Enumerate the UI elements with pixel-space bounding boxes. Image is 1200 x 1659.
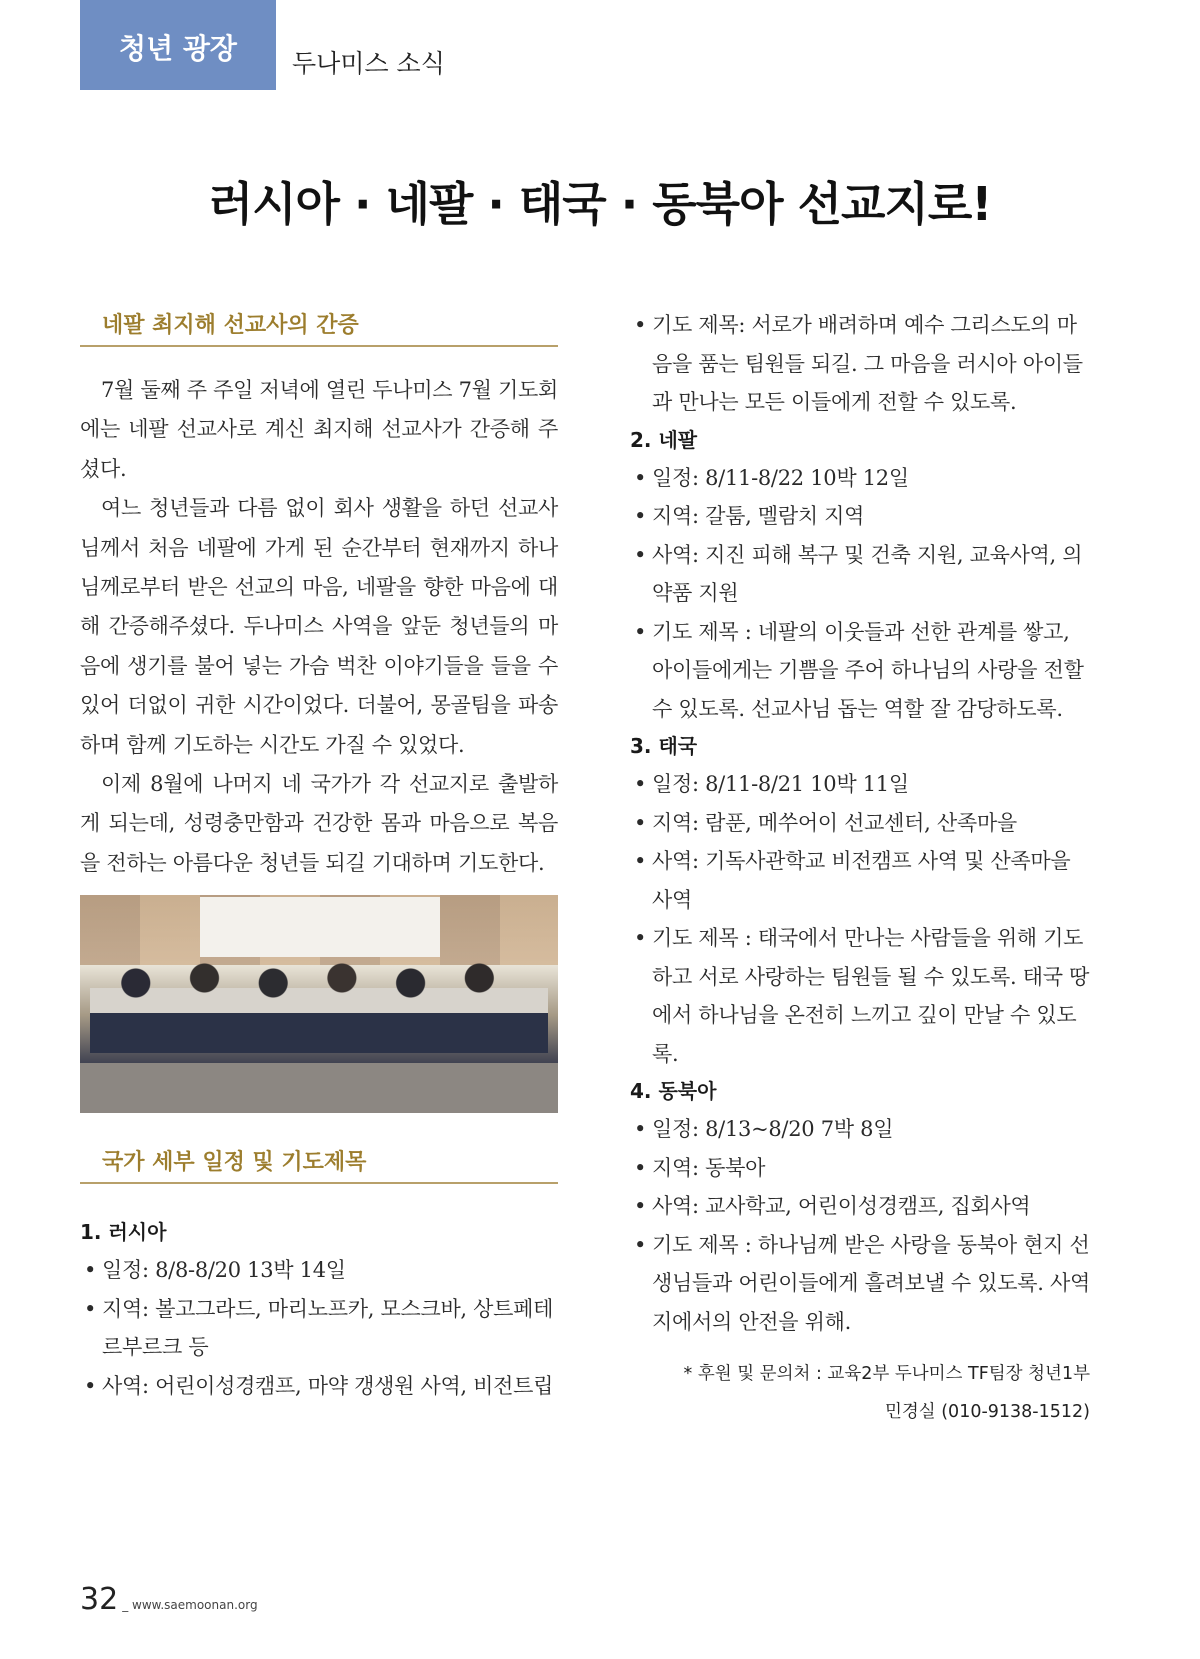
list-item [630,613,1090,729]
list-item-text: 지역: 동북아 [652,1155,766,1180]
right-column [630,306,1090,1431]
list-item [630,536,1090,613]
bullet: • [634,1117,647,1141]
page-number: 32 [80,1582,119,1617]
list-item [630,1187,1090,1226]
list-item [630,497,1090,536]
list-item-text: 일정: 8/11-8/22 10박 12일 [652,465,909,490]
bullet: • [634,619,647,644]
section-tab: 청년 광장 [80,0,276,90]
contact-note [630,1355,1090,1431]
list-item-text: 일정: 8/8-8/20 13박 14일 [102,1258,346,1283]
paragraph: 7월 둘째 주 주일 저녁에 열린 두나미스 7월 기도회에는 네팔 선교사로 계신 최지해 선교사가 간증해 주셨다. [80,378,558,481]
list-item [630,306,1090,422]
bullet: • [634,1194,647,1218]
bullet: • [634,313,647,337]
country-northeast-asia-title: 4. 동북아 [630,1079,717,1103]
list-item-text: 지역: 람푼, 메쑤어이 선교센터, 산족마을 [652,810,1017,835]
group-photo [80,895,558,1113]
bullet: • [634,1155,647,1180]
bullet: • [634,504,647,528]
paragraph: 이제 8월에 나머지 네 국가가 각 선교지로 출발하게 되는데, 성령충만함과 건강한 몸과 마음으로 복음을 전하는 아름다운 청년들 되길 기대하며 기도한다. [80,772,558,875]
page-title: 러시아 · 네팔 · 태국 · 동북아 선교지로! [208,177,992,231]
bullet: • [634,465,647,490]
list-item-text: 일정: 8/11-8/21 10박 11일 [652,772,909,796]
list-item [80,1251,558,1290]
list-item-text: 사역: 어린이성경캠프, 마약 갱생원 사역, 비전트립 [102,1373,554,1398]
photo-floor [80,1063,558,1113]
bullet: • [634,772,647,796]
footer-url[interactable]: _ www.saemoonan.org [122,1598,258,1612]
bullet: • [634,1232,647,1257]
country-russia-title: 1. 러시아 [80,1220,167,1245]
bullet: • [84,1258,97,1283]
list-item-text: 사역: 지진 피해 복구 및 건축 지원, 교육사역, 의약품 지원 [652,542,1083,605]
list-item-text: 기도 제목 : 네팔의 이웃들과 선한 관계를 쌓고, 아이들에게는 기쁨을 주어 하나님의 사랑을 전할 수 있도록. 선교사님 돕는 역할 잘 감당하도록. [652,619,1084,721]
list-item-text: 일정: 8/13~8/20 7박 8일 [652,1117,894,1141]
testimony-heading: 네팔 최지해 선교사의 간증 [80,308,558,347]
list-item-text: 지역: 볼고그라드, 마리노프카, 모스크바, 상트페테르부르크 등 [102,1296,554,1360]
bullet: • [634,542,647,567]
bullet: • [84,1373,97,1398]
list-item [630,765,1090,804]
bullet: • [634,810,647,835]
list-item [630,1110,1090,1149]
contact-note-line: 민경실 (010-9138-1512) [884,1402,1090,1422]
list-item [630,459,1090,498]
list-item-text: 지역: 갈툼, 멜람치 지역 [652,504,865,528]
list-item-text: 사역: 기독사관학교 비전캠프 사역 및 산족마을 사역 [652,849,1071,912]
list-item-text: 사역: 교사학교, 어린이성경캠프, 집회사역 [652,1194,1031,1218]
contact-note-line: * 후원 및 문의처 : 교육2부 두나미스 TF팀장 청년1부 [683,1364,1090,1384]
list-item [630,1226,1090,1342]
list-item [630,919,1090,1073]
list-item-text: 기도 제목 : 하나님께 받은 사랑을 동북아 현지 선생님들과 어린이들에게 흘려보낼 수 있도록. 사역지에서의 안전을 위해. [652,1232,1090,1334]
list-item [80,1290,558,1367]
schedule-heading: 국가 세부 일정 및 기도제목 [80,1145,558,1184]
bullet: • [84,1296,97,1321]
list-item [630,1149,1090,1188]
photo-crowd [90,953,548,1053]
bullet: • [634,926,647,950]
country-nepal-title: 2. 네팔 [630,427,698,452]
photo-screen [200,897,440,957]
list-item-text: 기도 제목 : 태국에서 만나는 사람들을 위해 기도하고 서로 사랑하는 팀원들 될 수 있도록. 태국 땅에서 하나님을 온전히 느끼고 깊이 만날 수 있도록. [652,926,1090,1066]
section-name: 두나미스 소식 [292,49,445,78]
bullet: • [634,849,647,873]
page-footer [80,1582,258,1617]
left-column [80,308,558,1405]
list-item [630,842,1090,919]
country-thailand-title: 3. 태국 [630,734,698,758]
list-item [80,1367,558,1406]
paragraph: 여느 청년들과 다름 없이 회사 생활을 하던 선교사님께서 처음 네팔에 가게 된 순간부터 현재까지 하나님께로부터 받은 선교의 마음, 네팔을 향한 마음에 대해 간증해주셨다. 두나미스 사역을 앞둔 청년들의 마음에 생기를 불어 넣는 가슴 벅찬 이야기들을 들을 수 있어 더없이 귀한 시간이었다. 더불어, 몽골팀을 파송하며 함께 기도하는 시간도 가질 수 있었다. [80,496,558,757]
list-item [630,804,1090,843]
list-item-text: 기도 제목: 서로가 배려하며 예수 그리스도의 마음을 품는 팀원들 되길. 그 마음을 러시아 아이들과 만나는 모든 이들에게 전할 수 있도록. [652,313,1083,414]
